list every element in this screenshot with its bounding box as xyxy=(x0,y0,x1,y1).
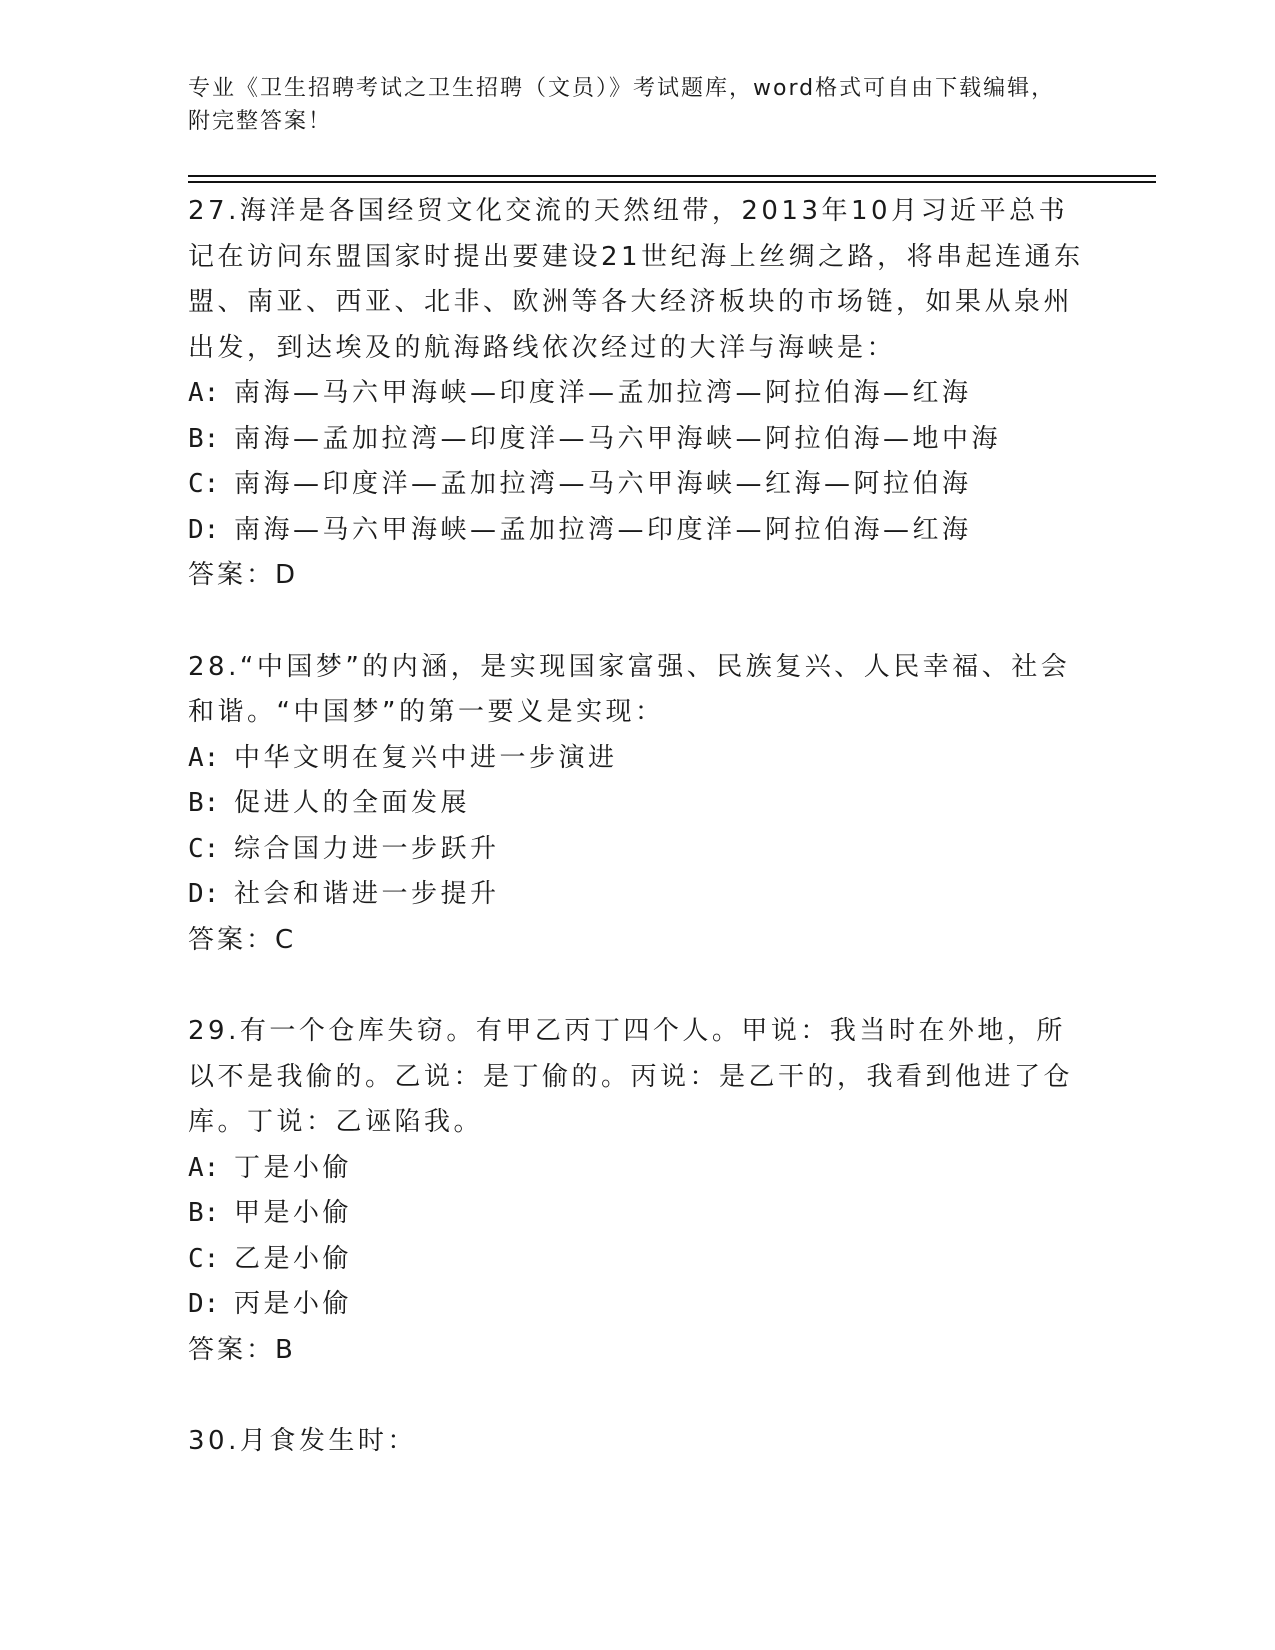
option-key: B: xyxy=(188,788,220,818)
answer-label: 答案： xyxy=(188,924,276,955)
question-27 xyxy=(188,189,1088,599)
option-b xyxy=(188,417,1088,463)
option-b xyxy=(188,781,1088,827)
option-key: D: xyxy=(188,879,220,909)
option-text: 促进人的全面发展 xyxy=(234,788,471,818)
option-text: 乙是小偷 xyxy=(234,1243,353,1274)
option-a xyxy=(188,1146,1088,1192)
answer-value: C xyxy=(275,924,295,955)
option-text: 甲是小偷 xyxy=(234,1198,353,1228)
option-d xyxy=(188,508,1088,554)
question-30 xyxy=(188,1419,1088,1465)
option-key: B: xyxy=(188,1198,220,1228)
question-stem: 28.“中国梦”的内涵，是实现国家富强、民族复兴、人民幸福、社会和谐。“中国梦”的第一要义是实现： xyxy=(188,651,1071,727)
option-c xyxy=(188,1237,1088,1283)
answer-line xyxy=(188,918,1088,964)
option-text: 丁是小偷 xyxy=(234,1152,353,1183)
question-29 xyxy=(188,1009,1088,1373)
option-key: D: xyxy=(188,514,220,545)
option-text: 南海—孟加拉湾—印度洋—马六甲海峡—阿拉伯海—地中海 xyxy=(234,423,1002,454)
answer-line xyxy=(188,1328,1088,1374)
option-key: C: xyxy=(188,1243,220,1274)
option-a xyxy=(188,371,1088,417)
option-key: B: xyxy=(188,423,220,454)
option-key: A: xyxy=(188,742,220,773)
answer-value: D xyxy=(275,560,297,590)
option-text: 南海—马六甲海峡—孟加拉湾—印度洋—阿拉伯海—红海 xyxy=(234,514,972,545)
document-header: 专业《卫生招聘考试之卫生招聘（文员）》考试题库，word格式可自由下载编辑，附完整答案！ xyxy=(188,76,1056,134)
option-b xyxy=(188,1191,1088,1237)
answer-label: 答案： xyxy=(188,1334,276,1365)
option-key: D: xyxy=(188,1289,220,1319)
option-d xyxy=(188,872,1088,918)
option-text: 南海—马六甲海峡—印度洋—孟加拉湾—阿拉伯海—红海 xyxy=(234,378,972,408)
option-text: 丙是小偷 xyxy=(234,1289,353,1319)
option-c xyxy=(188,827,1088,873)
option-text: 社会和谐进一步提升 xyxy=(234,879,500,909)
question-stem: 30.月食发生时： xyxy=(188,1426,417,1456)
option-key: A: xyxy=(188,1152,220,1183)
header-rule-bottom xyxy=(188,181,1156,183)
option-key: A: xyxy=(188,378,220,408)
option-text: 中华文明在复兴中进一步演进 xyxy=(234,742,618,773)
question-stem: 27.海洋是各国经贸文化交流的天然纽带，2013年10月习近平总书记在访问东盟国家时提出要建设21世纪海上丝绸之路，将串起连通东盟、南亚、西亚、北非、欧洲等各大经济板块的市场链，如果从泉州出发，到达埃及的航海路线依次经过的大洋与海峡是： xyxy=(188,196,1084,363)
answer-label: 答案： xyxy=(188,560,276,590)
option-c xyxy=(188,462,1088,508)
question-list xyxy=(188,189,1088,1511)
option-key: C: xyxy=(188,469,220,499)
option-key: C: xyxy=(188,833,220,864)
option-a xyxy=(188,736,1088,782)
question-28 xyxy=(188,645,1088,964)
answer-value: B xyxy=(275,1334,294,1365)
header-rule-top xyxy=(188,175,1156,177)
option-d xyxy=(188,1282,1088,1328)
answer-line xyxy=(188,553,1088,599)
question-stem: 29.有一个仓库失窃。有甲乙丙丁四个人。甲说：我当时在外地，所以不是我偷的。乙说：是丁偷的。丙说：是乙干的，我看到他进了仓库。丁说：乙诬陷我。 xyxy=(188,1016,1074,1137)
option-text: 南海—印度洋—孟加拉湾—马六甲海峡—红海—阿拉伯海 xyxy=(234,469,972,499)
option-text: 综合国力进一步跃升 xyxy=(234,833,500,864)
